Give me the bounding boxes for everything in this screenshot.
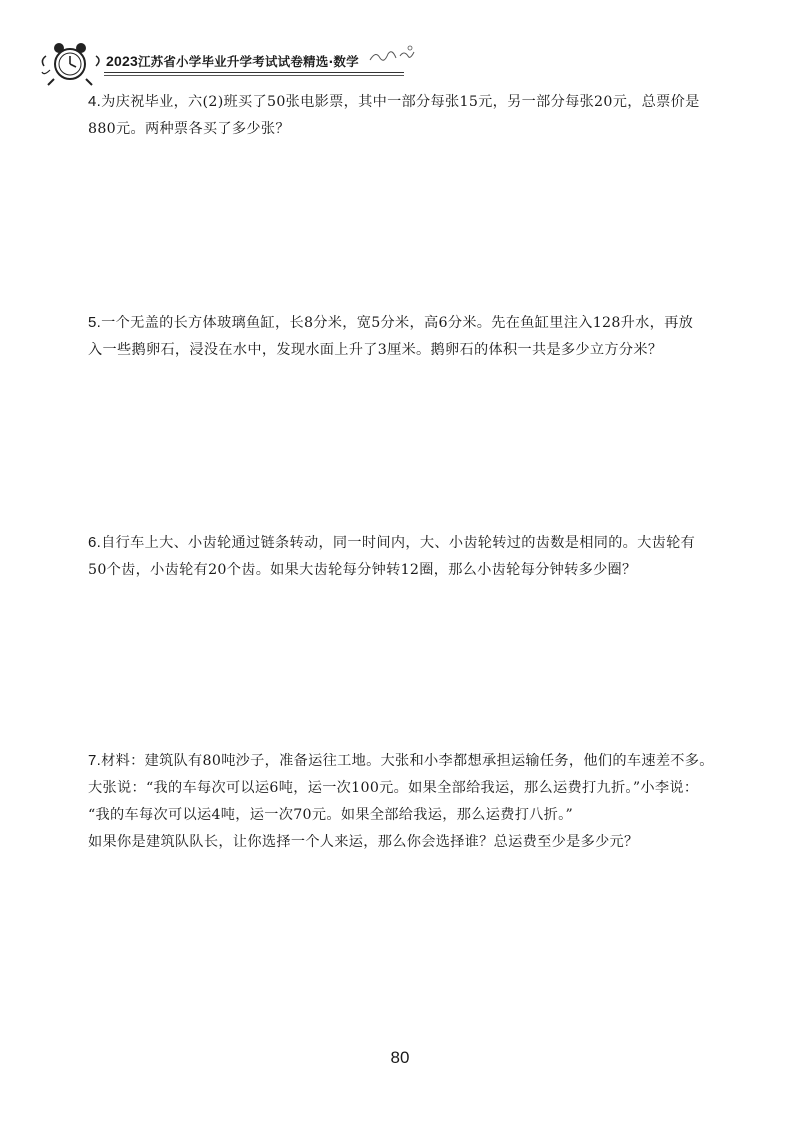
question-7 xyxy=(88,747,764,856)
question-line: 50个齿，小齿轮有20个齿。如果大齿轮每分钟转12圈，那么小齿轮每分钟转多少圈？ xyxy=(88,562,637,578)
header-rule-thin xyxy=(104,75,404,76)
question-line xyxy=(88,747,764,775)
scribble-icon xyxy=(366,44,416,66)
question-text: 自行车上大、小齿轮通过链条转动，同一时间内，大、小齿轮转过的齿数是相同的。大齿轮有 xyxy=(101,535,696,551)
question-text: 为庆祝毕业，六(2)班买了50张电影票，其中一部分每张15元，另一部分每张20元，总票价是 xyxy=(101,94,700,110)
question-line: 880元。两种票各买了多少张？ xyxy=(88,121,290,137)
alarm-clock-icon xyxy=(40,36,102,86)
header-title xyxy=(106,52,359,70)
question-line xyxy=(88,88,764,116)
question-line xyxy=(88,309,764,337)
header-title-text: 江苏省小学毕业升学考试试卷精选·数学 xyxy=(137,54,359,69)
question-line: 大张说：“我的车每次可以运6吨，运一次100元。如果全部给我运，那么运费打九折。”小李说： xyxy=(88,780,699,796)
question-number: 5. xyxy=(88,314,102,331)
question-number: 4. xyxy=(88,93,102,110)
question-6 xyxy=(88,529,764,584)
question-text: 一个无盖的长方体玻璃鱼缸，长8分米，宽5分米，高6分米。先在鱼缸里注入128升水，再放 xyxy=(101,315,694,331)
question-4 xyxy=(88,88,764,143)
header-year: 2023 xyxy=(106,53,138,69)
question-number: 7. xyxy=(88,752,102,769)
question-line: 如果你是建筑队队长，让你选择一个人来运，那么你会选择谁？总运费至少是多少元？ xyxy=(88,834,639,850)
question-text: 材料：建筑队有80吨沙子，准备运往工地。大张和小李都想承担运输任务，他们的车速差不多。 xyxy=(101,753,714,769)
page-header xyxy=(40,36,430,86)
page-number: 80 xyxy=(390,1048,410,1067)
header-rule xyxy=(104,72,404,73)
question-line: 入一些鹅卵石，浸没在水中，发现水面上升了3厘米。鹅卵石的体积一共是多少立方分米？ xyxy=(88,342,663,358)
question-number: 6. xyxy=(88,534,102,551)
question-line: “我的车每次可以运4吨，运一次70元。如果全部给我运，那么运费打八折。” xyxy=(88,807,574,823)
question-line xyxy=(88,529,764,557)
question-5 xyxy=(88,309,764,364)
